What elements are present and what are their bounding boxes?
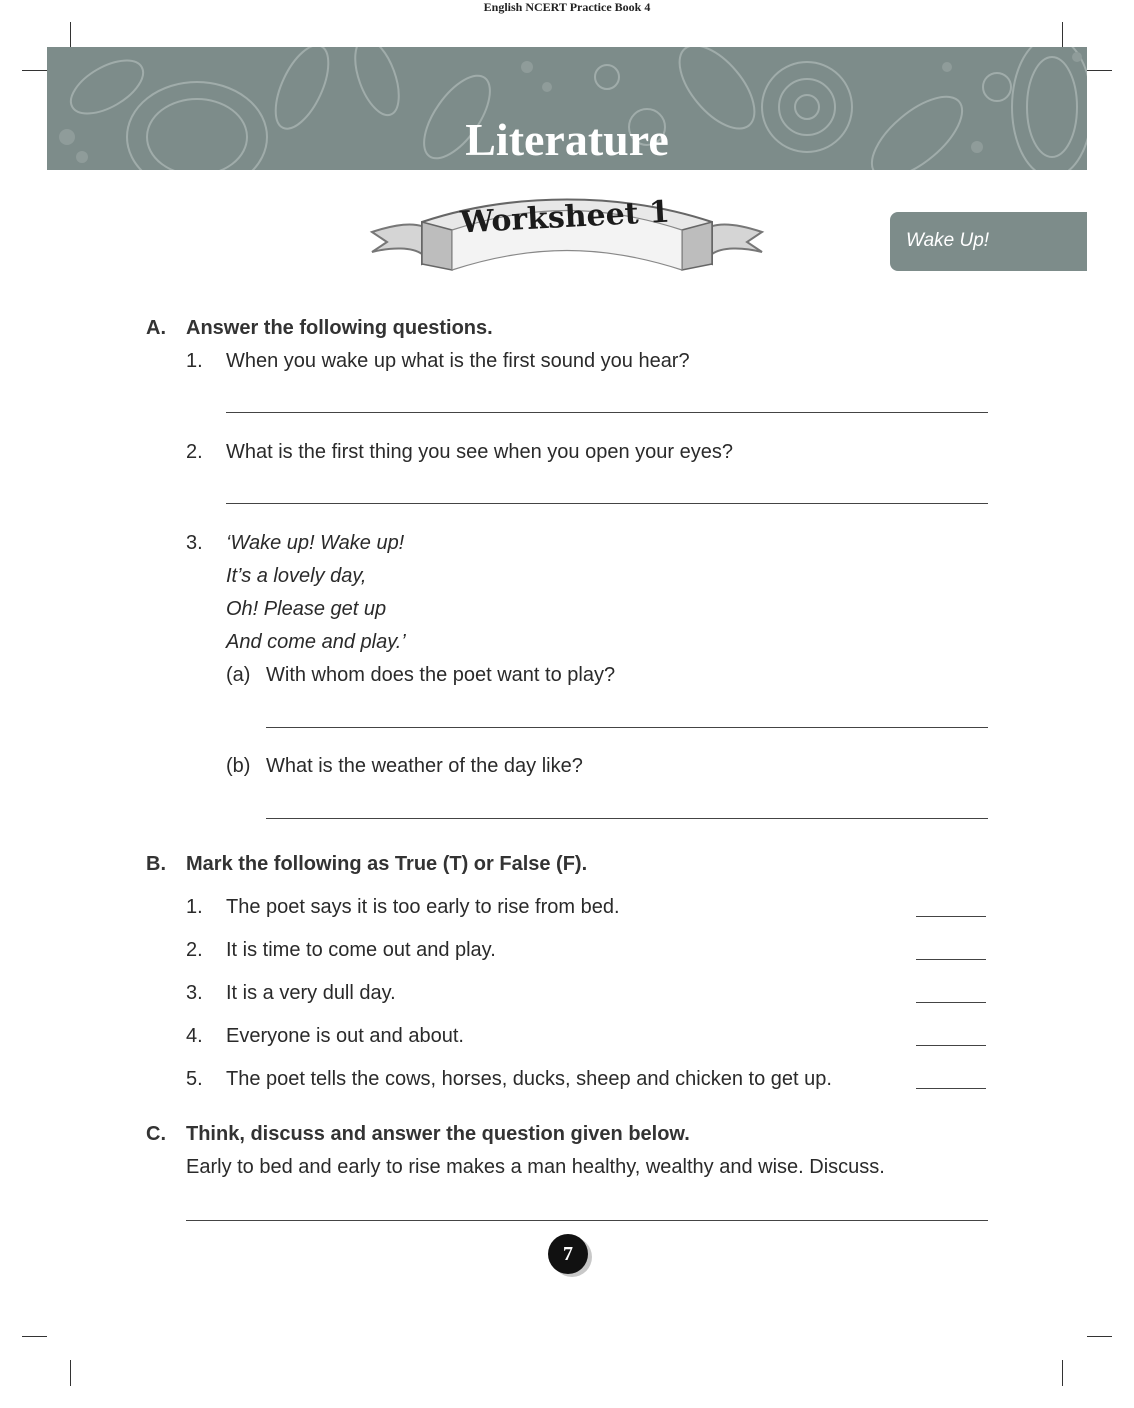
tf-answer-blank[interactable] xyxy=(916,916,986,917)
tf-number: 2. xyxy=(186,939,203,961)
page-number: 7 xyxy=(548,1234,588,1274)
answer-line[interactable] xyxy=(266,818,988,819)
section-c-letter: C. xyxy=(146,1123,166,1145)
poem-line: Oh! Please get up xyxy=(226,598,387,620)
q2-text: What is the first thing you see when you open your eyes? xyxy=(226,441,733,463)
tf-statement: Everyone is out and about. xyxy=(226,1025,464,1047)
worksheet-label: Worksheet 1 xyxy=(459,194,671,241)
q1-text: When you wake up what is the first sound you hear? xyxy=(226,350,690,372)
tf-number: 1. xyxy=(186,896,203,918)
tf-statement: It is a very dull day. xyxy=(226,982,396,1004)
answer-line[interactable] xyxy=(226,412,988,413)
tf-answer-blank[interactable] xyxy=(916,959,986,960)
crop-mark xyxy=(22,70,47,71)
banner-title: Literature xyxy=(465,114,669,165)
q3a-label: (a) xyxy=(226,664,251,686)
q1-number: 1. xyxy=(186,350,203,372)
q3-number: 3. xyxy=(186,532,203,554)
section-a-letter: A. xyxy=(146,317,166,339)
section-a-title: Answer the following questions. xyxy=(186,317,493,339)
crop-mark xyxy=(70,22,71,47)
crop-mark xyxy=(70,1360,71,1386)
q3b-text: What is the weather of the day like? xyxy=(266,755,583,777)
answer-line[interactable] xyxy=(226,503,988,504)
answer-line[interactable] xyxy=(186,1220,988,1221)
section-c-prompt: Early to bed and early to rise makes a man healthy, wealthy and wise. Discuss. xyxy=(186,1156,885,1178)
answer-line[interactable] xyxy=(266,727,988,728)
tf-answer-blank[interactable] xyxy=(916,1002,986,1003)
crop-mark xyxy=(1062,1360,1063,1386)
crop-mark xyxy=(1062,22,1063,47)
tf-statement: The poet tells the cows, horses, ducks, sheep and chicken to get up. xyxy=(226,1068,832,1090)
crop-mark xyxy=(1087,1336,1112,1337)
section-b-letter: B. xyxy=(146,853,166,875)
tf-answer-blank[interactable] xyxy=(916,1045,986,1046)
literature-banner xyxy=(47,47,1087,170)
tf-statement: The poet says it is too early to rise from bed. xyxy=(226,896,620,918)
crop-mark xyxy=(1087,70,1112,71)
chapter-tab xyxy=(890,212,1087,271)
poem-line: And come and play.’ xyxy=(226,631,406,653)
tf-number: 5. xyxy=(186,1068,203,1090)
q2-number: 2. xyxy=(186,441,203,463)
poem-line: ‘Wake up! Wake up! xyxy=(226,532,405,554)
section-c-title: Think, discuss and answer the question given below. xyxy=(186,1123,690,1145)
tf-answer-blank[interactable] xyxy=(916,1088,986,1089)
q3b-label: (b) xyxy=(226,755,251,777)
tf-number: 4. xyxy=(186,1025,203,1047)
section-b-title: Mark the following as True (T) or False (F). xyxy=(186,853,588,875)
tf-statement: It is time to come out and play. xyxy=(226,939,496,961)
tf-number: 3. xyxy=(186,982,203,1004)
crop-mark xyxy=(22,1336,47,1337)
q3a-text: With whom does the poet want to play? xyxy=(266,664,616,686)
running-header: English NCERT Practice Book 4 xyxy=(483,0,651,14)
poem-line: It’s a lovely day, xyxy=(226,565,367,587)
chapter-tab-label: Wake Up! xyxy=(906,230,990,251)
